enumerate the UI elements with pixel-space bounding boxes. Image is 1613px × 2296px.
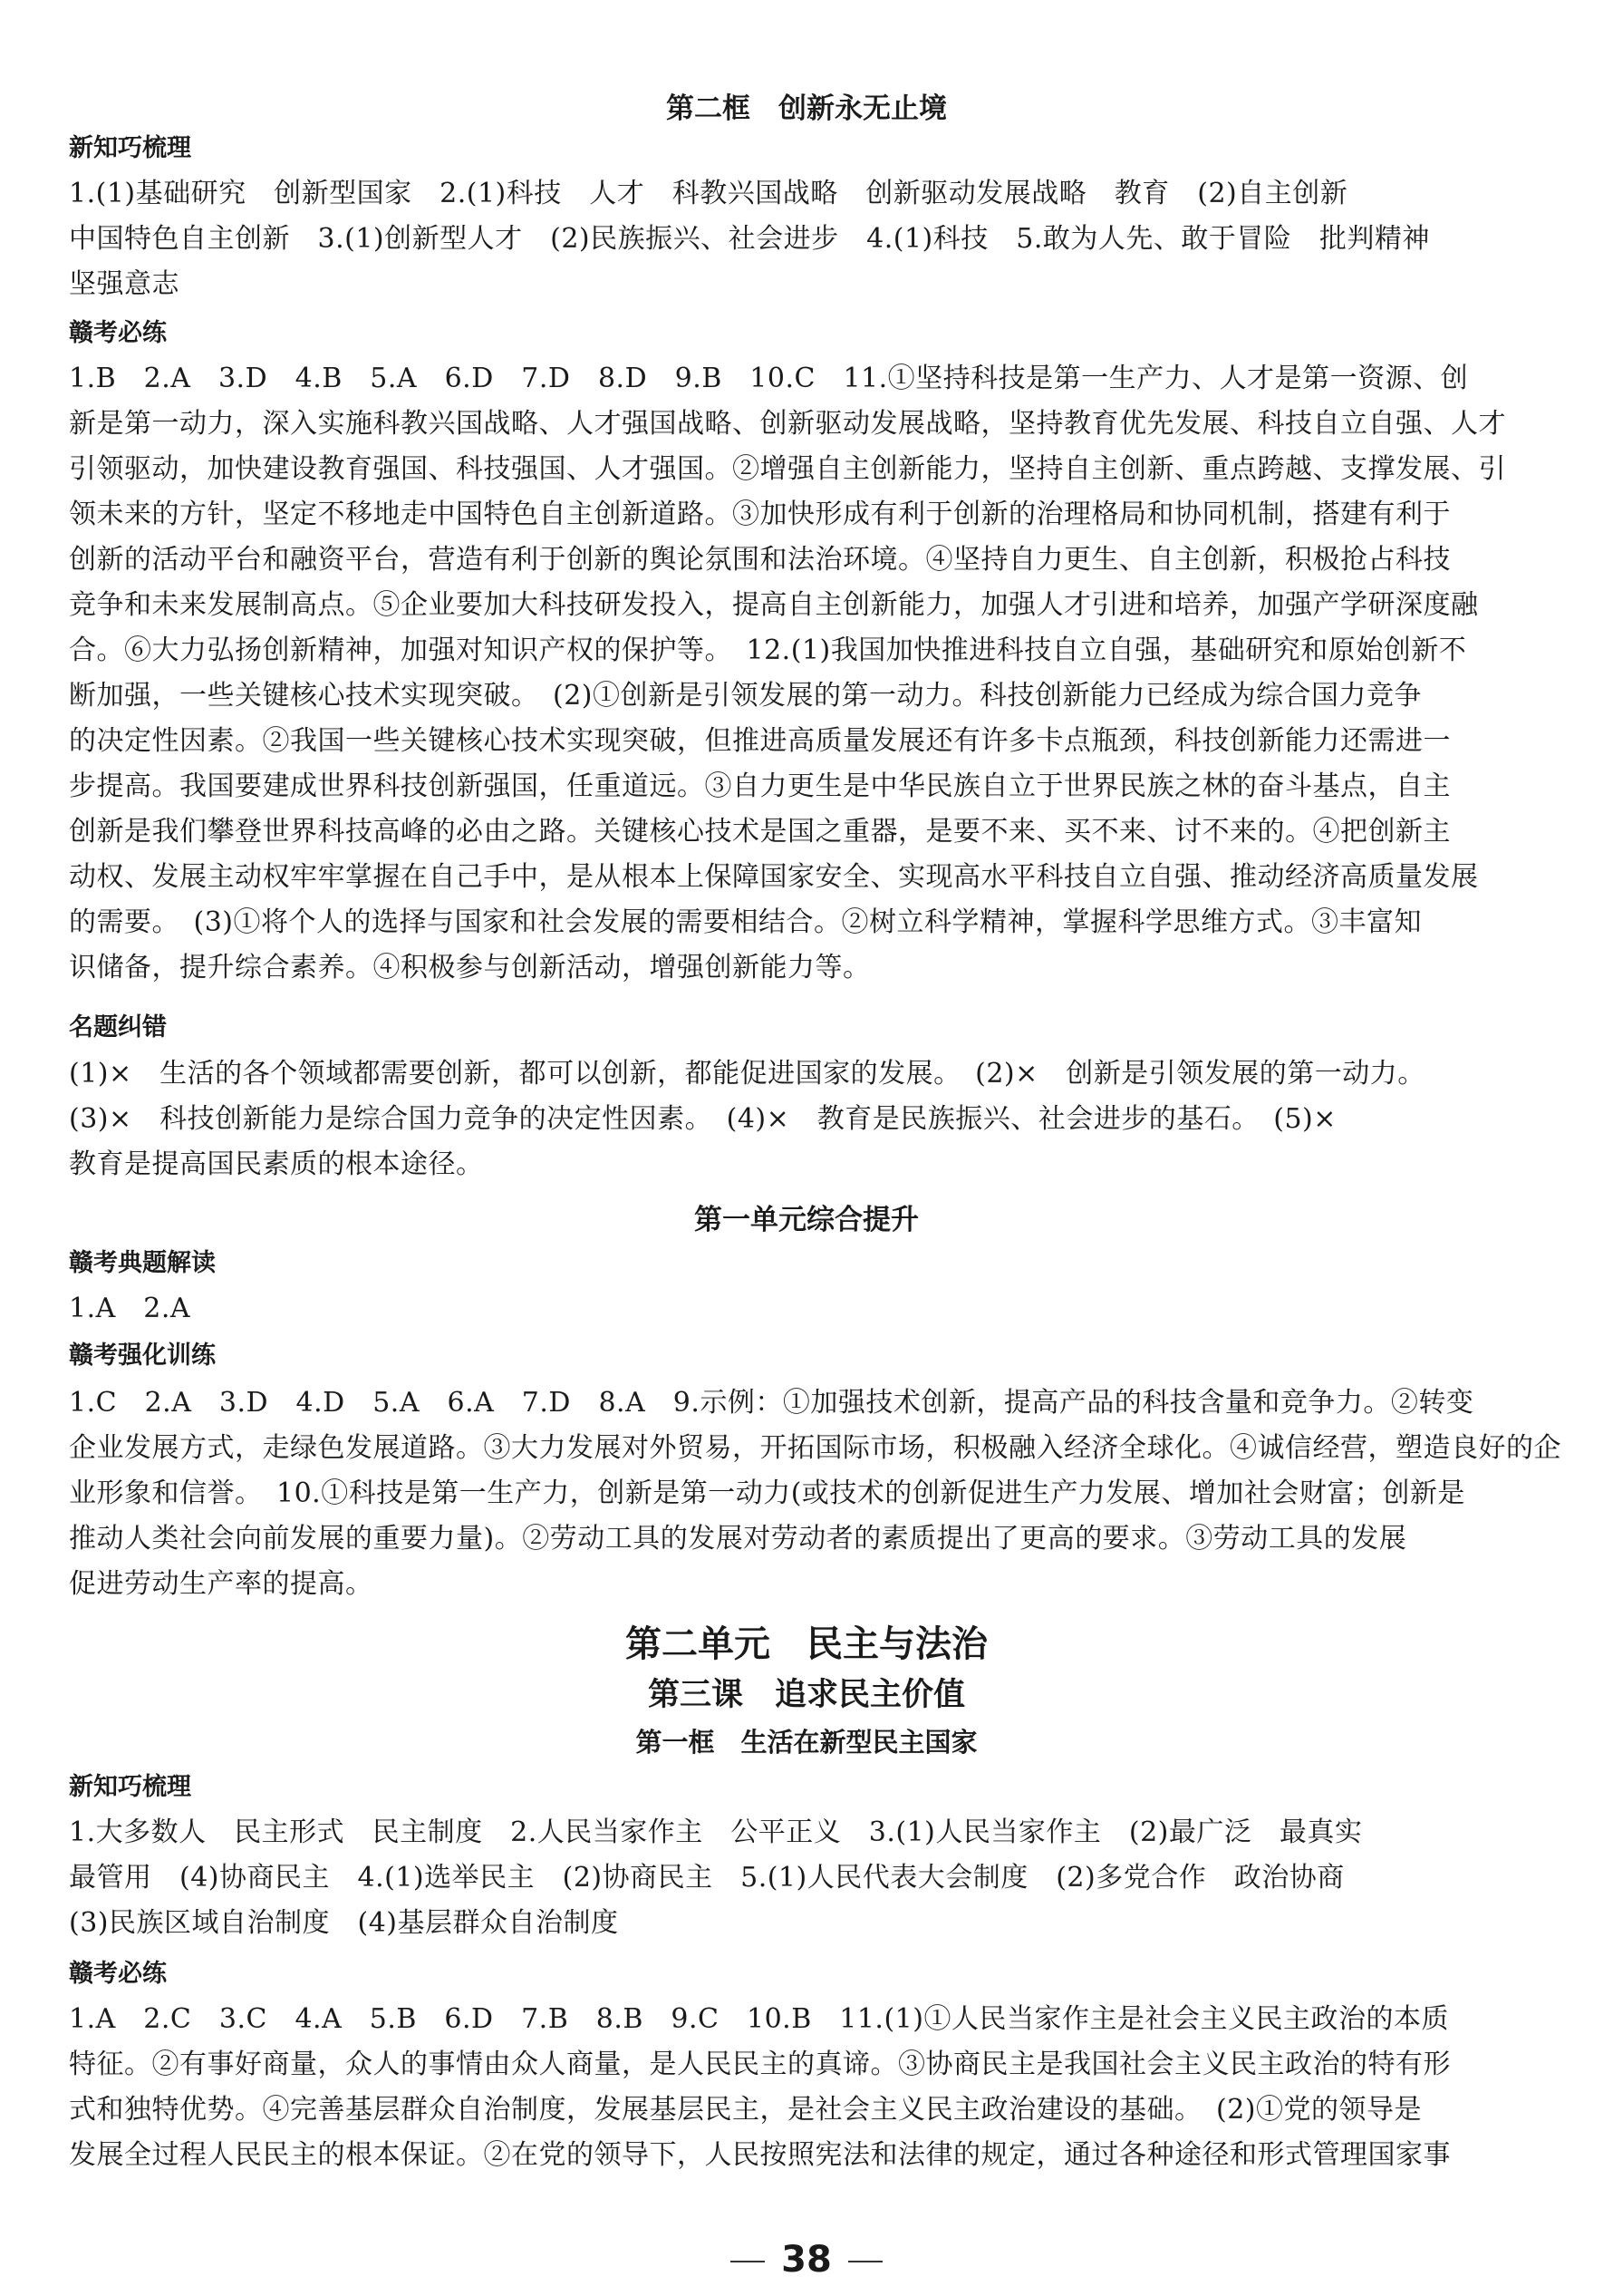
text-line: 新是第一动力，深入实施科教兴国战略、人才强国战略、创新驱动发展战略，坚持教育优先发展、科技自立自强、人才	[69, 408, 1506, 440]
text-line: 1.C 2.A 3.D 4.D 5.A 6.A 7.D 8.A 9.示例：①加强技术创新，提高产品的科技含量和竞争力。②转变	[69, 1387, 1474, 1419]
lesson-title: 第三课 追求民主价值	[647, 1677, 965, 1713]
text-line: 动权、发展主动权牢牢掌握在自己手中，是从根本上保障国家安全、实现高水平科技自立自强、推动经济高质量发展	[69, 861, 1479, 893]
text-line: 竞争和未来发展制高点。⑤企业要加大科技研发投入，提高自主创新能力，加强人才引进和培养，加强产学研深度融	[69, 589, 1479, 621]
text-line: 引领驱动，加快建设教育强国、科技强国、人才强国。②增强自主创新能力，坚持自主创新、重点跨越、支撑发展、引	[69, 453, 1506, 485]
text-line: 发展全过程人民民主的根本保证。②在党的领导下，人民按照宪法和法律的规定，通过各种途径和形式管理国家事	[69, 2139, 1451, 2171]
heading-mingti: 名题纠错	[69, 1013, 167, 1041]
section-title-chuangxin: 第二框 创新永无止境	[666, 92, 947, 125]
text-line: 领未来的方针，坚定不移地走中国特色自主创新道路。③加快形成有利于创新的治理格局和协同机制，搭建有利于	[69, 499, 1451, 530]
text-line: 1.B 2.A 3.D 4.B 5.A 6.D 7.D 8.D 9.B 10.C 11.①坚持科技是第一生产力、人才是第一资源、创	[69, 363, 1469, 394]
text-line: 业形象和信誉。 10.①科技是第一生产力，创新是第一动力(或技术的创新促进生产力发展、增加社会财富；创新是	[69, 1477, 1465, 1509]
text-line: 的决定性因素。②我国一些关键核心技术实现突破，但推进高质量发展还有许多卡点瓶颈，科技创新能力还需进一	[69, 725, 1451, 757]
section-title-zonghe: 第一单元综合提升	[694, 1204, 919, 1236]
text-line: 中国特色自主创新 3.(1)创新型人才 (2)民族振兴、社会进步 4.(1)科技 5.敢为人先、敢于冒险 批判精神	[69, 223, 1430, 255]
text-line: 1.大多数人 民主形式 民主制度 2.人民当家作主 公平正义 3.(1)人民当家作主 (2)最广泛 最真实	[69, 1816, 1363, 1848]
footer-dash-right	[848, 2261, 883, 2262]
text-line: 识储备，提升综合素养。④积极参与创新活动，增强创新能力等。	[69, 952, 871, 983]
heading-xinzhi-1: 新知巧梳理	[69, 134, 191, 162]
heading-xinzhi-2: 新知巧梳理	[69, 1773, 191, 1801]
text-line: 创新是我们攀登世界科技高峰的必由之路。关键核心技术是国之重器，是要不来、买不来、讨不来的。④把创新主	[69, 816, 1451, 848]
page-number-footer	[0, 2239, 1613, 2281]
heading-ganzao-1: 赣考必练	[69, 319, 167, 347]
text-line: 1.A 2.C 3.C 4.A 5.B 6.D 7.B 8.B 9.C 10.B 11.(1)①人民当家作主是社会主义民主政治的本质	[69, 2003, 1449, 2035]
heading-dianti: 赣考典题解读	[69, 1249, 216, 1277]
heading-qianghua: 赣考强化训练	[69, 1342, 216, 1370]
text-line: 断加强，一些关键核心技术实现突破。 (2)①创新是引领发展的第一动力。科技创新能力已经成为综合国力竞争	[69, 680, 1422, 712]
unit-title: 第二单元 民主与法治	[625, 1623, 988, 1665]
text-line: 推动人类社会向前发展的重要力量)。②劳动工具的发展对劳动者的素质提出了更高的要求。③劳动工具的发展	[69, 1523, 1407, 1555]
text-line: 1.A 2.A	[69, 1293, 191, 1324]
text-line: 1.(1)基础研究 创新型国家 2.(1)科技 人才 科教兴国战略 创新驱动发展战略 教育 (2)自主创新	[69, 178, 1348, 209]
text-line: 促进劳动生产率的提高。	[69, 1568, 373, 1600]
page-number: 38	[781, 2239, 832, 2281]
text-line: (3)× 科技创新能力是综合国力竞争的决定性因素。 (4)× 教育是民族振兴、社会进步的基石。 (5)×	[69, 1103, 1337, 1135]
text-line: 特征。②有事好商量，众人的事情由众人商量，是人民民主的真谛。③协商民主是我国社会主义民主政治的特有形	[69, 2049, 1451, 2080]
text-line: 企业发展方式，走绿色发展道路。③大力发展对外贸易，开拓国际市场，积极融入经济全球化。④诚信经营，塑造良好的企	[69, 1432, 1561, 1464]
text-line: (3)民族区域自治制度 (4)基层群众自治制度	[69, 1907, 619, 1939]
text-line: 合。⑥大力弘扬创新精神，加强对知识产权的保护等。 12.(1)我国加快推进科技自立自强，基础研究和原始创新不	[69, 635, 1467, 666]
text-line: 最管用 (4)协商民主 4.(1)选举民主 (2)协商民主 5.(1)人民代表大会制度 (2)多党合作 政治协商	[69, 1862, 1345, 1894]
text-line: 教育是提高国民素质的根本途径。	[69, 1148, 484, 1180]
text-line: 步提高。我国要建成世界科技创新强国，任重道远。③自力更生是中华民族自立于世界民族之林的奋斗基点，自主	[69, 770, 1451, 802]
text-line: 的需要。 (3)①将个人的选择与国家和社会发展的需要相结合。②树立科学精神，掌握科学思维方式。③丰富知	[69, 906, 1422, 938]
frame-title: 第一框 生活在新型民主国家	[635, 1727, 978, 1758]
text-line: 式和独特优势。④完善基层群众自治制度，发展基层民主，是社会主义民主政治建设的基础。 (2)①党的领导是	[69, 2094, 1422, 2126]
text-line: 创新的活动平台和融资平台，营造有利于创新的舆论氛围和法治环境。④坚持自力更生、自主创新，积极抢占科技	[69, 544, 1451, 576]
text-line: 坚强意志	[69, 268, 179, 300]
heading-ganzao-2: 赣考必练	[69, 1960, 167, 1988]
footer-dash-left	[730, 2261, 765, 2262]
text-line: (1)× 生活的各个领域都需要创新，都可以创新，都能促进国家的发展。 (2)× 创新是引领发展的第一动力。	[69, 1058, 1425, 1090]
